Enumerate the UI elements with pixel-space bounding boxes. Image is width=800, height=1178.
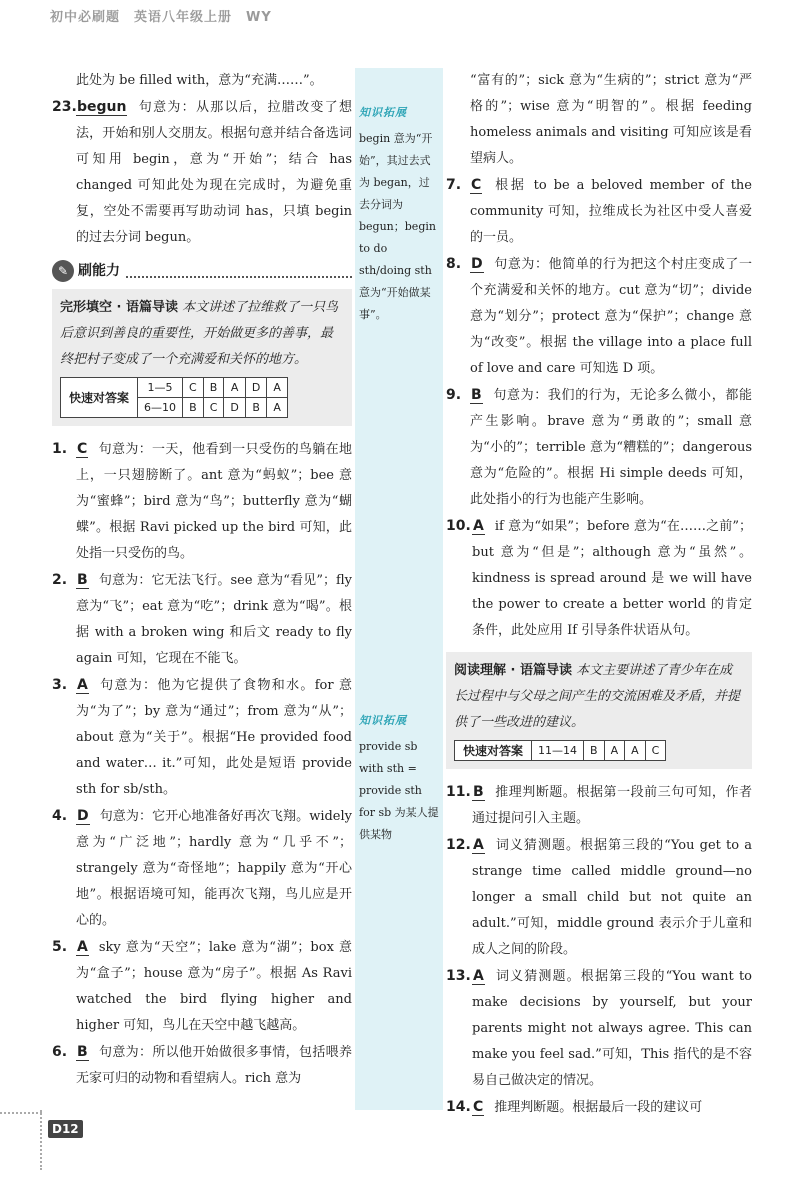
question-number: 7. [446,177,462,193]
answer: D [471,256,483,272]
question-number: 10. [446,518,471,534]
table-cell: A [267,398,288,418]
answer: C [473,1099,484,1115]
guide-body: 本文讲述了拉维救了一只鸟后意识到善良的重要性，开始做更多的善事，最终把村子变成了一个充满爱和关怀的地方。 [60,300,339,367]
question-number: 3. [52,677,68,693]
question-number: 2. [52,572,68,588]
answer: C [471,177,482,193]
answer-table [60,377,288,418]
explanation: 推理判断题。根据最后一段的建议可 [494,1100,703,1115]
answer: B [473,784,484,800]
explanation: if 意为“如果”；before 意为“在……之前”；but 意为“但是”；although 意为“虽然”。kindness is spread around 是 we will have the power to create a better world 的肯定条件，此处应用 If 引导条件状语从句。 [472,519,752,638]
question-item [446,251,752,382]
question-item [446,779,752,832]
explanation: 句意为：他简单的行为把这个村庄变成了一个充满爱和关怀的地方。cut 意为“切”；divide 意为“划分”；protect 意为“保护”；change 意为“改变”。根据 the village into a place full of love and care 可知选 D 项。 [470,257,752,376]
question-number: 11. [446,784,471,800]
question-number: 8. [446,256,462,272]
tip-body: provide sb with sth = provide sth for sb 为某人提供某物 [359,740,439,841]
explanation: 推理判断题。根据第一段前三句可知，作者通过提问引入主题。 [472,785,752,826]
guide-body: 本文主要讲述了青少年在成长过程中与父母之间产生的交流困难及矛盾，并提供了一些改进的建议。 [454,663,741,730]
question-number: 6. [52,1044,68,1060]
answer: A [473,968,484,984]
answer: B [77,572,88,588]
question-item [446,172,752,251]
explanation: 根据 to be a beloved member of the community 可知，拉维成长为社区中受人喜爱的一员。 [470,178,752,245]
tip-title: 知识拓展 [359,106,407,119]
table-cell: D [245,378,266,398]
tip-title: 知识拓展 [359,714,407,727]
table-cell: C [645,741,666,761]
question-number: 4. [52,808,68,824]
explanation: 句意为：它无法飞行。see 意为“看见”；fly 意为“飞”；eat 意为“吃”；drink 意为“喝”。根据 with a broken wing 和后文 ready to fly again 可知，它现在不能飞。 [76,573,352,666]
table-cell: 11—14 [532,741,584,761]
question-item [446,963,752,1094]
table-cell: B [245,398,266,418]
table-cell: 1—5 [138,378,183,398]
question-number: 13. [446,968,471,984]
page-header: 初中必刷题 英语八年级上册 WY [50,10,272,25]
explanation: 词义猜测题。根据第三段的“You want to make decisions by yourself, but your parents might not always agree. This can make you feel sad.”可知，This 指代的是不容易自己做决定的情况。 [472,969,752,1088]
answer: D [77,808,89,824]
table-cell: A [267,378,288,398]
question-number: 9. [446,387,462,403]
continuation-6: “富有的”；sick 意为“生病的”；strict 意为“严格的”；wise 意为“明智的”。根据 feeding homeless animals and visiting 可知应该是看望病人。 [470,73,752,166]
table-cell: B [183,398,204,418]
question-item [52,567,352,672]
question-number: 12. [446,837,471,853]
explanation: 句意为：他为它提供了食物和水。for 意为“为了”；by 意为“通过”；from 意为“从”；about 意为“关于”。根据“He provided food and water… it.”可知，此处是短语 provide sth for sb/sth。 [76,678,352,797]
pen-icon: ✎ [52,260,74,282]
corner-divider [0,1112,42,1114]
page-number: D12 [48,1120,83,1138]
left-column [52,68,352,1092]
explanation: 句意为：它开心地准备好再次飞翔。widely 意为“广泛地”；hardly 意为“几乎不”；strangely 意为“奇怪地”；happily 意为“开心地”。根据语境可知，能再次飞翔，鸟儿应是开心的。 [76,809,352,928]
question-number: 14. [446,1099,471,1115]
question-item [52,1039,352,1092]
table-cell: D [224,398,245,418]
cloze-guide [52,289,352,426]
explanation: 句意为：从那以后，拉腊改变了想法，开始和别人交朋友。根据句意并结合备选词可知用 begin，意为“开始”；结合 has changed 可知此处为现在完成时，为避免重复，空处不需要再写助动词 has，只填 begin 的过去分词 begun。 [76,100,352,245]
answer: B [471,387,482,403]
knowledge-sidebar [355,68,443,1110]
guide-heading: 完形填空 · 语篇导读 [60,300,178,315]
question-item [446,1094,752,1121]
explanation: sky 意为“天空”；lake 意为“湖”；box 意为“盒子”；house 意为“房子”。根据 As Ravi watched the bird flying higher and higher 可知，鸟儿在天空中越飞越高。 [76,940,352,1033]
right-column [446,68,752,1121]
answer: C [77,441,88,457]
explanation: 词义猜测题。根据第三段的“You get to a strange time called middle ground—no longer a small child but not quite an adult.”可知，middle ground 表示介于儿童和成人之间的阶段。 [472,838,752,957]
question-23 [52,94,352,251]
table-cell: A [625,741,646,761]
table-cell: C [203,398,224,418]
question-item [52,803,352,934]
question-item [52,934,352,1039]
answer: A [77,939,88,955]
table-cell: C [183,378,204,398]
question-number: 5. [52,939,68,955]
explanation: 句意为：一天，他看到一只受伤的鸟躺在地上，一只翅膀断了。ant 意为“蚂蚁”；bee 意为“蜜蜂”；bird 意为“鸟”；butterfly 意为“蝴蝶”。根据 Ravi picked up the bird 可知，此处指一只受伤的鸟。 [76,442,352,561]
answer: B [77,1044,88,1060]
divider [126,264,352,278]
guide-heading: 阅读理解 · 语篇导读 [454,663,572,678]
table-cell: B [203,378,224,398]
answer-table [454,740,666,761]
intro-line: 此处为 be filled with，意为“充满……”。 [76,73,323,88]
question-item [52,436,352,567]
answer: A [473,518,484,534]
section-label: 刷能力 [78,263,120,279]
question-item [446,382,752,513]
reading-guide [446,652,752,769]
question-item [446,513,752,644]
answer: A [77,677,88,693]
section-title [52,257,352,285]
explanation: 句意为：所以他开始做很多事情，包括喂养无家可归的动物和看望病人。rich 意为 [76,1045,352,1086]
answer-table-label: 快速对答案 [455,741,532,761]
table-cell: A [604,741,625,761]
question-number: 1. [52,441,68,457]
question-item [52,672,352,803]
table-cell: B [584,741,605,761]
question-number: 23. [52,99,77,115]
answer-table-label: 快速对答案 [61,378,138,418]
table-cell: A [224,378,245,398]
corner-divider [40,1110,44,1170]
answer: begun [77,99,127,115]
explanation: 句意为：我们的行为，无论多么微小，都能产生影响。brave 意为“勇敢的”；small 意为“小的”；terrible 意为“糟糕的”；dangerous 意为“危险的”。根据 Hi simple deeds 可知，此处指小的行为也能产生影响。 [470,388,752,507]
tip-body: begin 意为“开始”，其过去式为 began，过去分词为 begun；begin to do sth/doing sth 意为“开始做某事”。 [359,132,436,321]
question-item [446,832,752,963]
answer: A [473,837,484,853]
table-cell: 6—10 [138,398,183,418]
